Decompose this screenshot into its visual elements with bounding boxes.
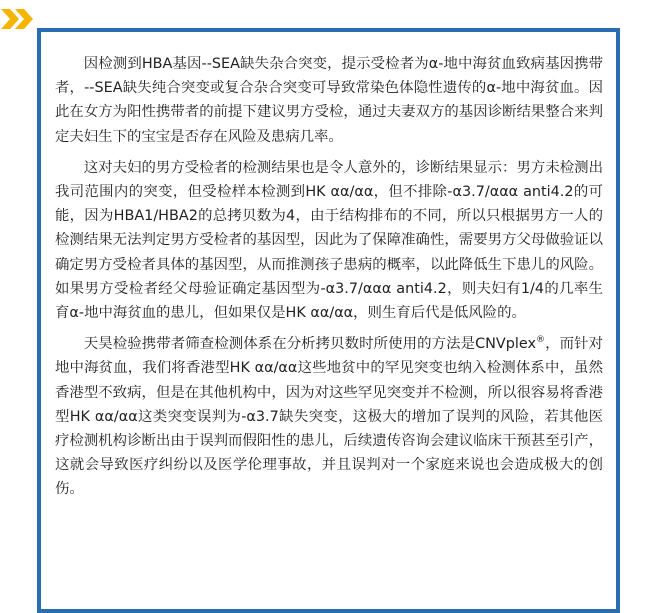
paragraph-cnvplex-text-before: 天昊检验携带者筛查检测体系在分析拷贝数时所使用的方法是CNVplex	[83, 336, 537, 353]
paragraph-hba-carrier: 因检测到HBA基因--SEA缺失杂合突变，提示受检者为α-地中海贫血致病基因携带者，--SEA缺失纯合突变或复合杂合突变可导致常染色体隐性遗传的α-地中海贫血。因此在女方为阳性携带者的前提下建议男方受检，通过夫妻双方的基因诊断结果整合来判定夫妇生下的宝宝是否存在风险及患病几率。	[55, 56, 603, 145]
paragraph-male-result: 这对夫妇的男方受检者的检测结果也是令人意外的，诊断结果显示：男方未检测出我司范围内的突变，但受检样本检测到HK αα/αα，但不排除-α3.7/ααα anti4.2的可能，因为HBA1/HBA2的总拷贝数为4，由于结构排布的不同，所以只根据男方一人的检测结果无法判定男方受检者的基因型，因此为了保障准确性，需要男方父母做验证以确定男方受检者具体的基因型，从而推测孩子患病的概率，以此降低生下患儿的风险。如果男方受检者经父母验证确定基因型为-α3.7/ααα anti4.2，则夫妇有1/4的几率生育α-地中海贫血的患儿，但如果仅是HK αα/αα，则生育后代是低风险的。	[55, 159, 603, 322]
paragraph-cnvplex-text-after: ，而针对地中海贫血，我们将香港型HK αα/αα这些地贫中的罕见突变也纳入检测体系中，虽然香港型不致病，但是在其他机构中，因为对这些罕见突变并不检测，所以很容易将香港型HK αα/αα这类突变误判为-α3.7缺失突变，这极大的增加了误判的风险，若其他医疗检测机构诊断出由于误判而假阳性的患儿，后续遗传咨询会建议临床干预甚至引产，这就会导致医疗纠纷以及医学伦理事故，并且误判对一个家庭来说也会造成极大的创伤。	[55, 336, 603, 498]
chevron-left-shape	[1, 9, 19, 29]
registered-mark: ®	[536, 335, 546, 346]
paragraph-cnvplex-method	[55, 332, 603, 501]
article-body	[55, 52, 603, 502]
double-chevron-right-icon	[0, 0, 40, 34]
article-frame	[37, 28, 620, 613]
